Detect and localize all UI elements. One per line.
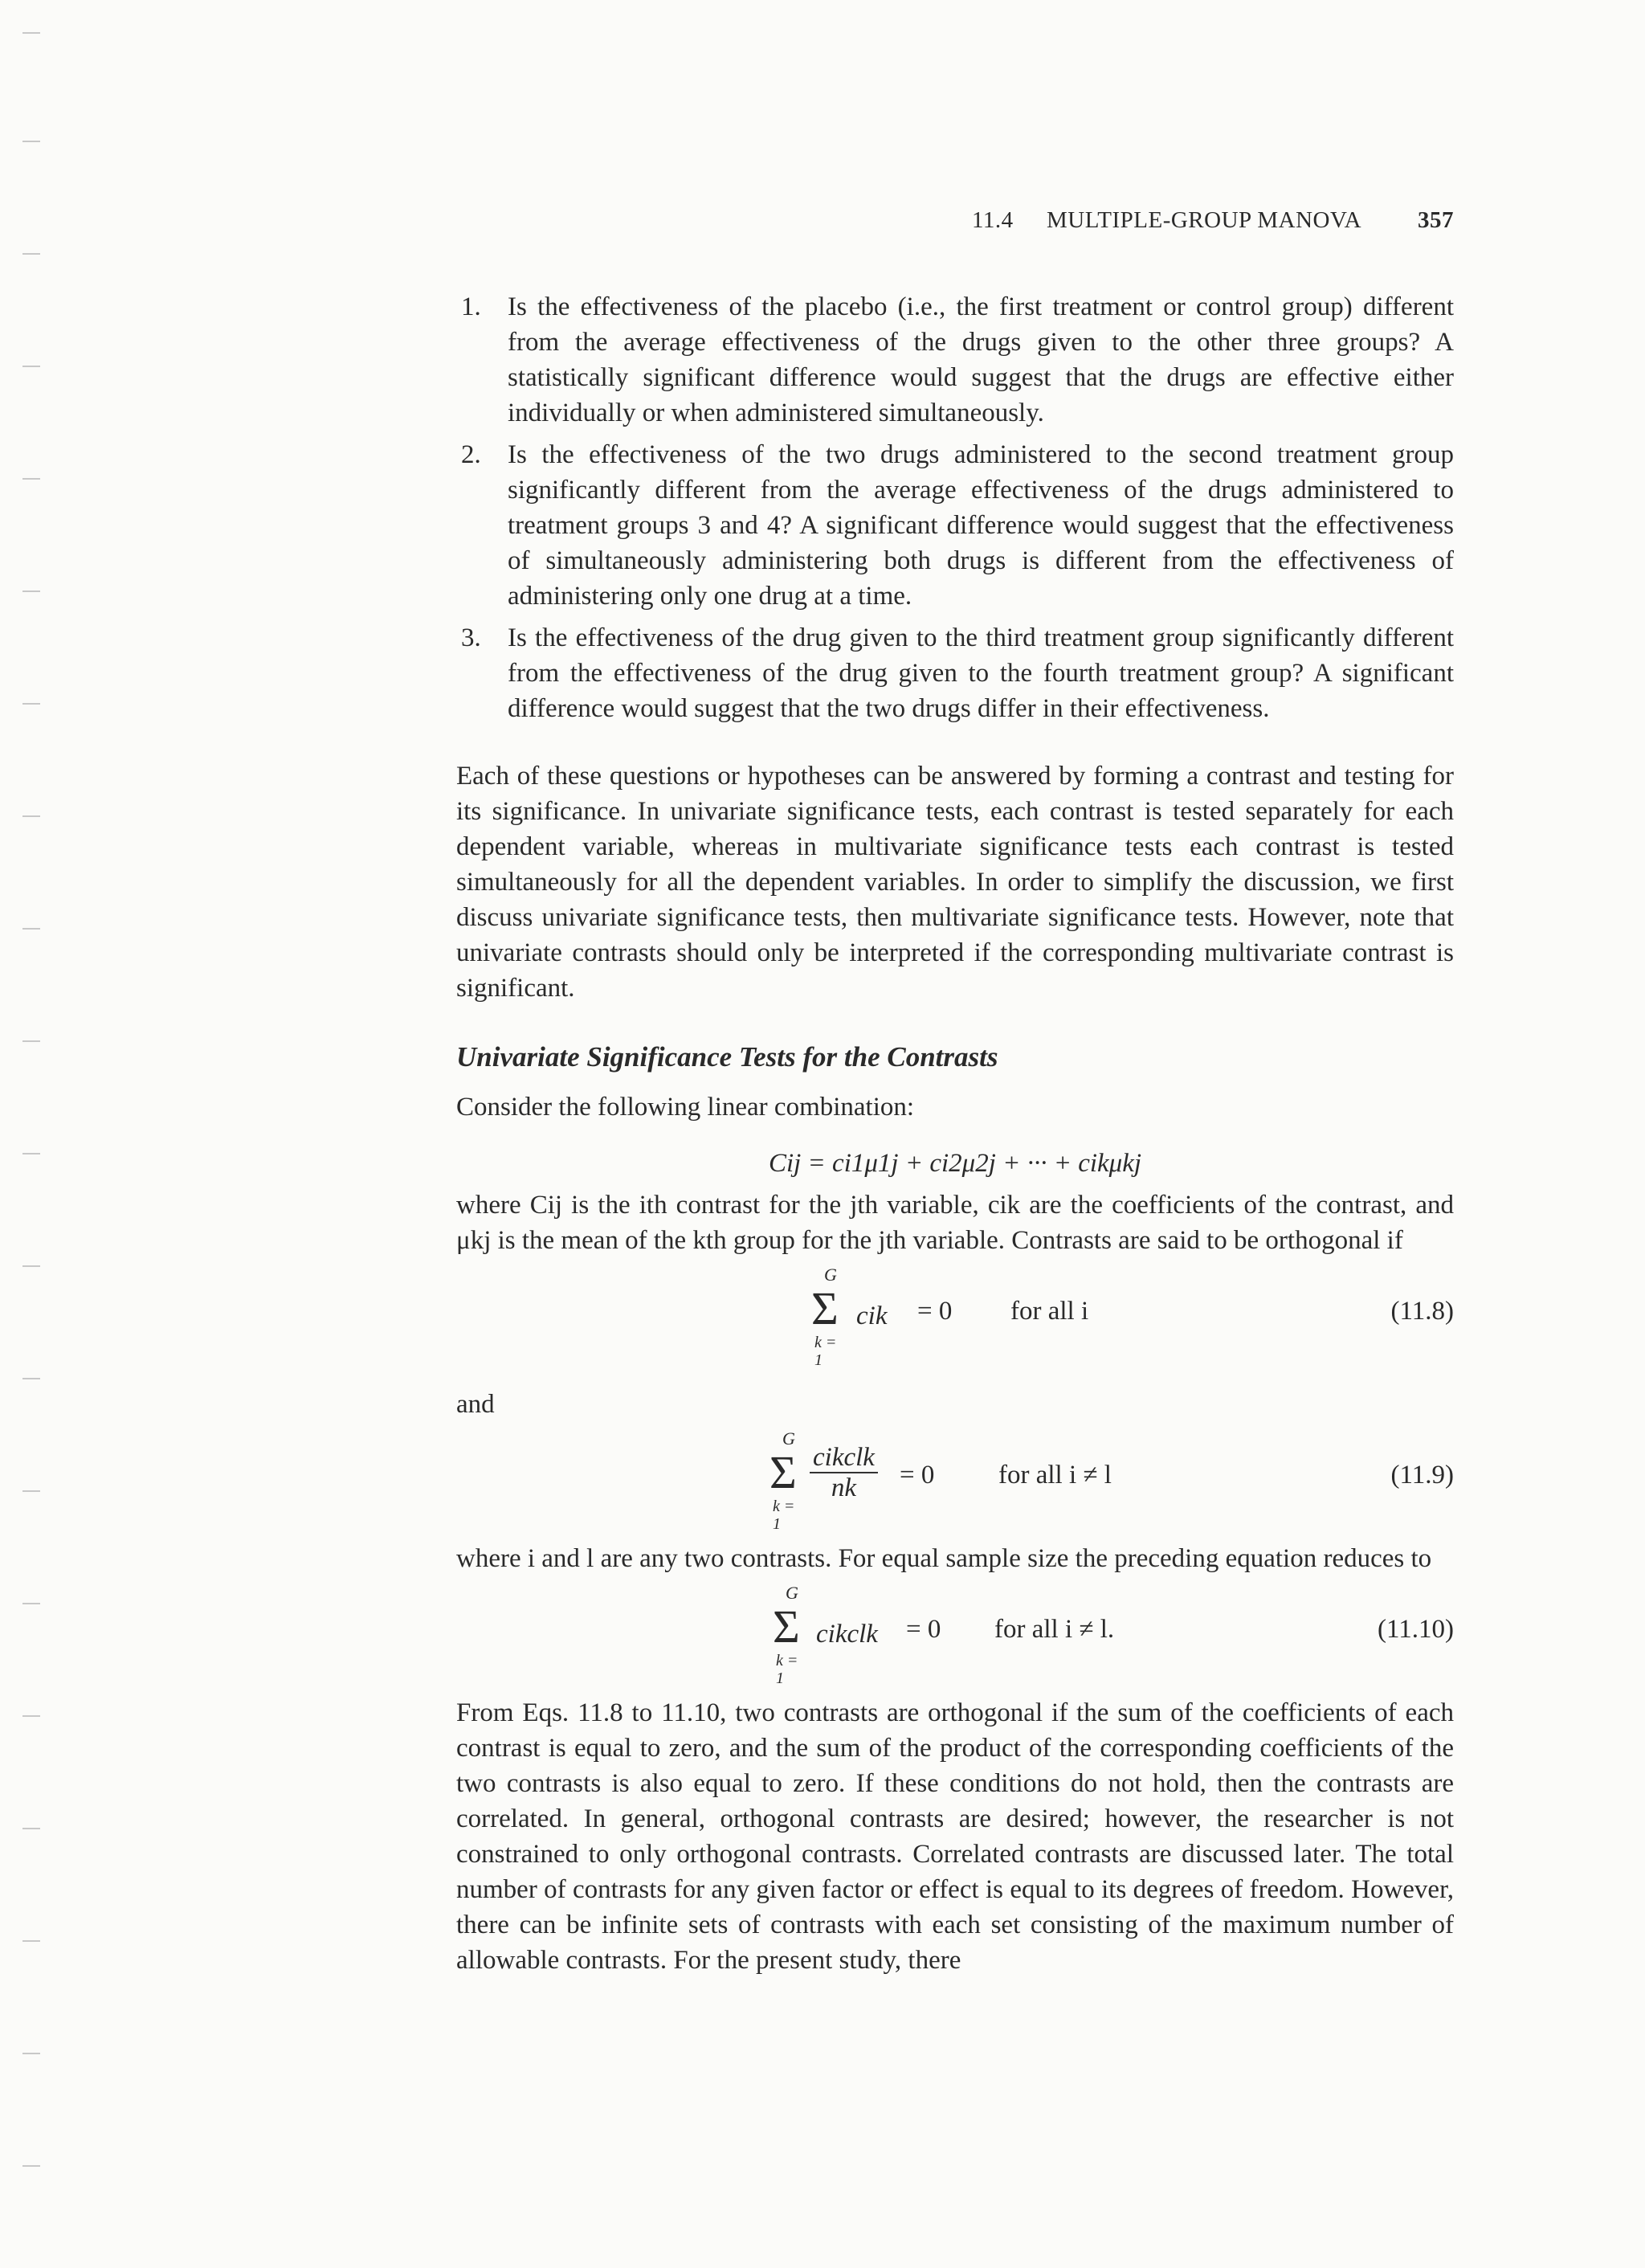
- list-item: [456, 620, 1454, 726]
- chapter-title: MULTIPLE-GROUP MANOVA: [1047, 207, 1362, 233]
- list-number: 3.: [461, 623, 481, 652]
- section-number: 11.4: [972, 207, 1014, 233]
- sum-upper-limit: G: [824, 1265, 837, 1285]
- paragraph: Each of these questions or hypotheses can be answered by forming a contrast and testing for its significance. In univariate significance tests, each contrast is tested separately for each dependent variable, whereas in multivariate significance tests each contrast is tested simultaneously for all the dependent variables. In order to simplify the discussion, we first discuss univariate significance tests, then multivariate significance tests. However, note that univariate contrasts should only be interpreted if the corresponding multivariate contrast is significant.: [456, 762, 1454, 1003]
- page-number: 357: [1418, 207, 1454, 233]
- equation-condition: for all i: [1010, 1297, 1089, 1326]
- fraction: [810, 1443, 878, 1502]
- sum-upper-limit: G: [786, 1583, 798, 1603]
- equation-contrast: [456, 1139, 1454, 1187]
- equation-number: (11.10): [1377, 1615, 1454, 1644]
- equation-11-10: [456, 1583, 1454, 1687]
- sum-upper-limit: G: [782, 1428, 795, 1449]
- sum-lower-limit: k = 1: [773, 1498, 795, 1533]
- equation-11-9: [456, 1428, 1454, 1533]
- list-text: Is the effectiveness of the drug given to the third treatment group significantly different from the effectiveness of the drug given to the fourth treatment group? A significant difference would suggest that the two drugs differ in their effectiveness.: [508, 623, 1454, 723]
- fraction-numerator: cikclk: [810, 1443, 878, 1473]
- list-item: [456, 437, 1454, 614]
- summation: G Σ k = 1: [773, 1583, 800, 1687]
- equals-zero: = 0: [906, 1615, 941, 1644]
- summation: G Σ k = 1: [769, 1428, 797, 1533]
- summation: G Σ k = 1: [811, 1265, 839, 1369]
- list-text: Is the effectiveness of the two drugs administered to the second treatment group significantly different from the average effectiveness of the drugs administered to treatment groups 3 and 4? A significant difference would suggest that the effectiveness of simultaneously administering both drugs is different from the effectiveness of administering only one drug at a time.: [508, 440, 1454, 611]
- sum-lower-limit: k = 1: [814, 1334, 837, 1369]
- list-number: 2.: [461, 440, 481, 469]
- equals-zero: = 0: [917, 1297, 953, 1326]
- paragraph: From Eqs. 11.8 to 11.10, two contrasts are orthogonal if the sum of the coefficients of each contrast is equal to zero, and the sum of the product of the corresponding coefficients of the two contrasts is also equal to zero. If these conditions do not hold, then the contrasts are correlated. In general, orthogonal contrasts are desired; however, the researcher is not constrained to only orthogonal contrasts. Correlated contrasts are discussed later. The total number of contrasts for any given factor or effect is equal to its degrees of freedom. However, there can be infinite sets of contrasts with each set consisting of the maximum number of allowable contrasts. For the present study, there: [456, 1698, 1454, 1975]
- equation-11-8: [456, 1265, 1454, 1369]
- equation-number: (11.9): [1390, 1461, 1454, 1490]
- equation-expression: cik: [856, 1302, 888, 1330]
- list-text: Is the effectiveness of the placebo (i.e., the first treatment or control group) different from the average effectiveness of the drugs given to the other three groups? A statistically significant difference would suggest that the drugs are effective either individually or when administered simultaneously.: [508, 292, 1454, 427]
- binding-edge-marks: [22, 0, 47, 2268]
- equation-body: Cij = ci1μ1j + ci2μ2j + ··· + cikμkj: [768, 1149, 1142, 1178]
- section-heading: Univariate Significance Tests for the Contrasts: [456, 1041, 998, 1073]
- equation-condition: for all i ≠ l: [998, 1461, 1112, 1490]
- fraction-denominator: nk: [831, 1473, 857, 1502]
- paragraph: where i and l are any two contrasts. For equal sample size the preceding equation reduces to: [456, 1544, 1432, 1573]
- list-number: 1.: [461, 292, 481, 321]
- sum-lower-limit: k = 1: [776, 1652, 798, 1687]
- equation-condition: for all i ≠ l.: [994, 1615, 1115, 1644]
- page-body: [456, 289, 1454, 1978]
- equals-zero: = 0: [900, 1461, 935, 1490]
- list-item: [456, 289, 1454, 431]
- paragraph: where Cij is the ith contrast for the jth variable, cik are the coefficients of the contrast, and μkj is the mean of the kth group for the jth variable. Contrasts are said to be orthogonal if: [456, 1191, 1454, 1255]
- connector-word: and: [456, 1390, 495, 1419]
- equation-expression: cikclk: [816, 1620, 878, 1649]
- equation-number: (11.8): [1390, 1297, 1454, 1326]
- paragraph: Consider the following linear combination:: [456, 1093, 915, 1122]
